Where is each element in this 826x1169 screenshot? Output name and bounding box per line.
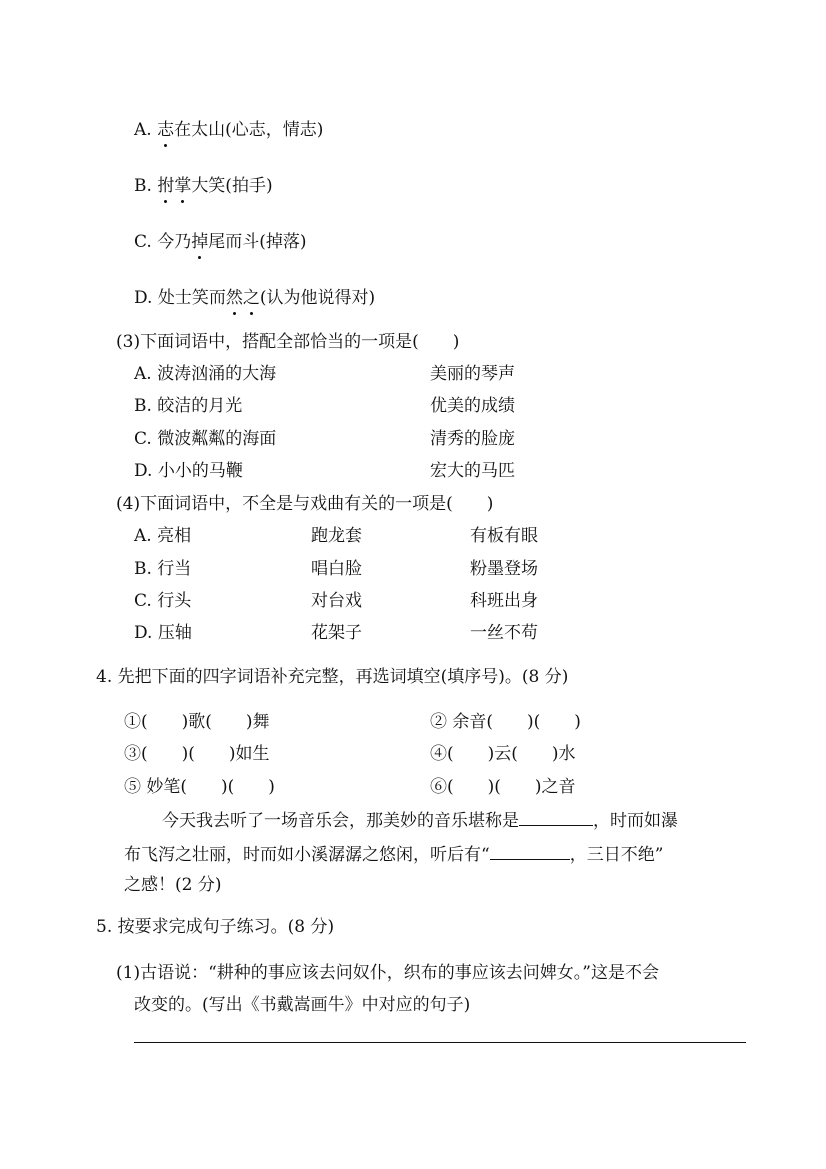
q4-col1: A. 亮相 [134,526,192,546]
section5-title: 5. 按要求完成句子练习。(8 分) [96,917,335,937]
q2-option-c [134,230,306,254]
q3-option-left: D. 小小的马鞭 [134,461,243,481]
q4-col2: 对台戏 [311,591,362,611]
q3-option-left: A. 波涛汹涌的大海 [134,364,277,384]
passage-text: ，时而如瀑 [593,811,678,831]
emphasized-char: 志 [157,120,175,140]
q5-1-line1: (1)古语说：“耕种的事应该去问奴仆，织布的事应该去问婢女。”这是不会 [116,963,659,983]
emphasized-char: 之 [242,288,260,308]
q5-1-line2: 改变的。(写出《书戴嵩画牛》中对应的句子) [134,995,471,1015]
q3-option-right: 宏大的马匹 [430,461,515,481]
emphasized-char: 掌 [174,176,192,196]
q4-col1: D. 压轴 [134,623,192,643]
q2-option-d [134,286,375,310]
passage-text: 今天我去听了一场音乐会，那美妙的音乐堪称是 [162,811,519,831]
idiom-item: ①( )歌( )舞 [124,712,270,732]
q2-option-a [134,118,323,142]
passage-line-3: 之感！(2 分) [124,875,222,895]
q4-col1: C. 行头 [134,591,192,611]
passage-text: 布飞泻之壮丽，时而如小溪潺潺之悠闲，听后有“ [124,845,490,865]
option-letter: A. [134,120,158,140]
q4-stem: (4)下面词语中，不全是与戏曲有关的一项是( ) [116,494,494,514]
option-text-pre: 处士笑而 [157,288,226,308]
passage-line-1 [162,807,678,833]
option-text-post: 在太山(心志，情志) [174,120,324,140]
q3-option-right: 美丽的琴声 [430,364,515,384]
option-text-post: 大笑(拍手) [191,176,273,196]
q2-option-b [134,174,273,198]
fill-blank-1[interactable] [519,807,593,826]
idiom-item: ② 余音( )( ) [430,712,581,732]
emphasized-char: 掉 [191,232,209,252]
fill-blank-2[interactable] [490,841,570,860]
idiom-item: ⑥( )( )之音 [430,777,576,797]
q4-col3: 科班出身 [470,591,538,611]
idiom-item: ③( )( )如生 [124,744,270,764]
answer-line[interactable] [134,1042,746,1043]
passage-line-2 [124,841,663,867]
option-letter: B. [134,176,158,196]
option-text-post: (认为他说得对) [259,288,376,308]
passage-text: ，三日不绝” [569,845,664,865]
q4-col3: 一丝不苟 [470,623,538,643]
option-letter: D. [134,288,158,308]
option-text-post: 尾而斗(掉落) [208,232,307,252]
option-letter: C. [134,232,158,252]
option-text-pre: 今乃 [157,232,192,252]
q4-col2: 花架子 [311,623,362,643]
q3-option-right: 优美的成绩 [430,396,515,416]
q4-col3: 有板有眼 [470,526,538,546]
idiom-item: ④( )云( )水 [430,744,576,764]
q3-option-left: B. 皎洁的月光 [134,396,243,416]
q4-col2: 跑龙套 [311,526,362,546]
q3-stem: (3)下面词语中，搭配全部恰当的一项是( ) [116,332,460,352]
q4-col3: 粉墨登场 [470,559,538,579]
emphasized-char: 然 [225,288,243,308]
idiom-item: ⑤ 妙笔( )( ) [124,777,275,797]
emphasized-char: 拊 [157,176,175,196]
q4-col1: B. 行当 [134,559,192,579]
q4-col2: 唱白脸 [311,559,362,579]
q3-option-right: 清秀的脸庞 [430,429,515,449]
q3-option-left: C. 微波粼粼的海面 [134,429,277,449]
section4-title: 4. 先把下面的四字词语补充完整，再选词填空(填序号)。(8 分) [96,667,569,687]
